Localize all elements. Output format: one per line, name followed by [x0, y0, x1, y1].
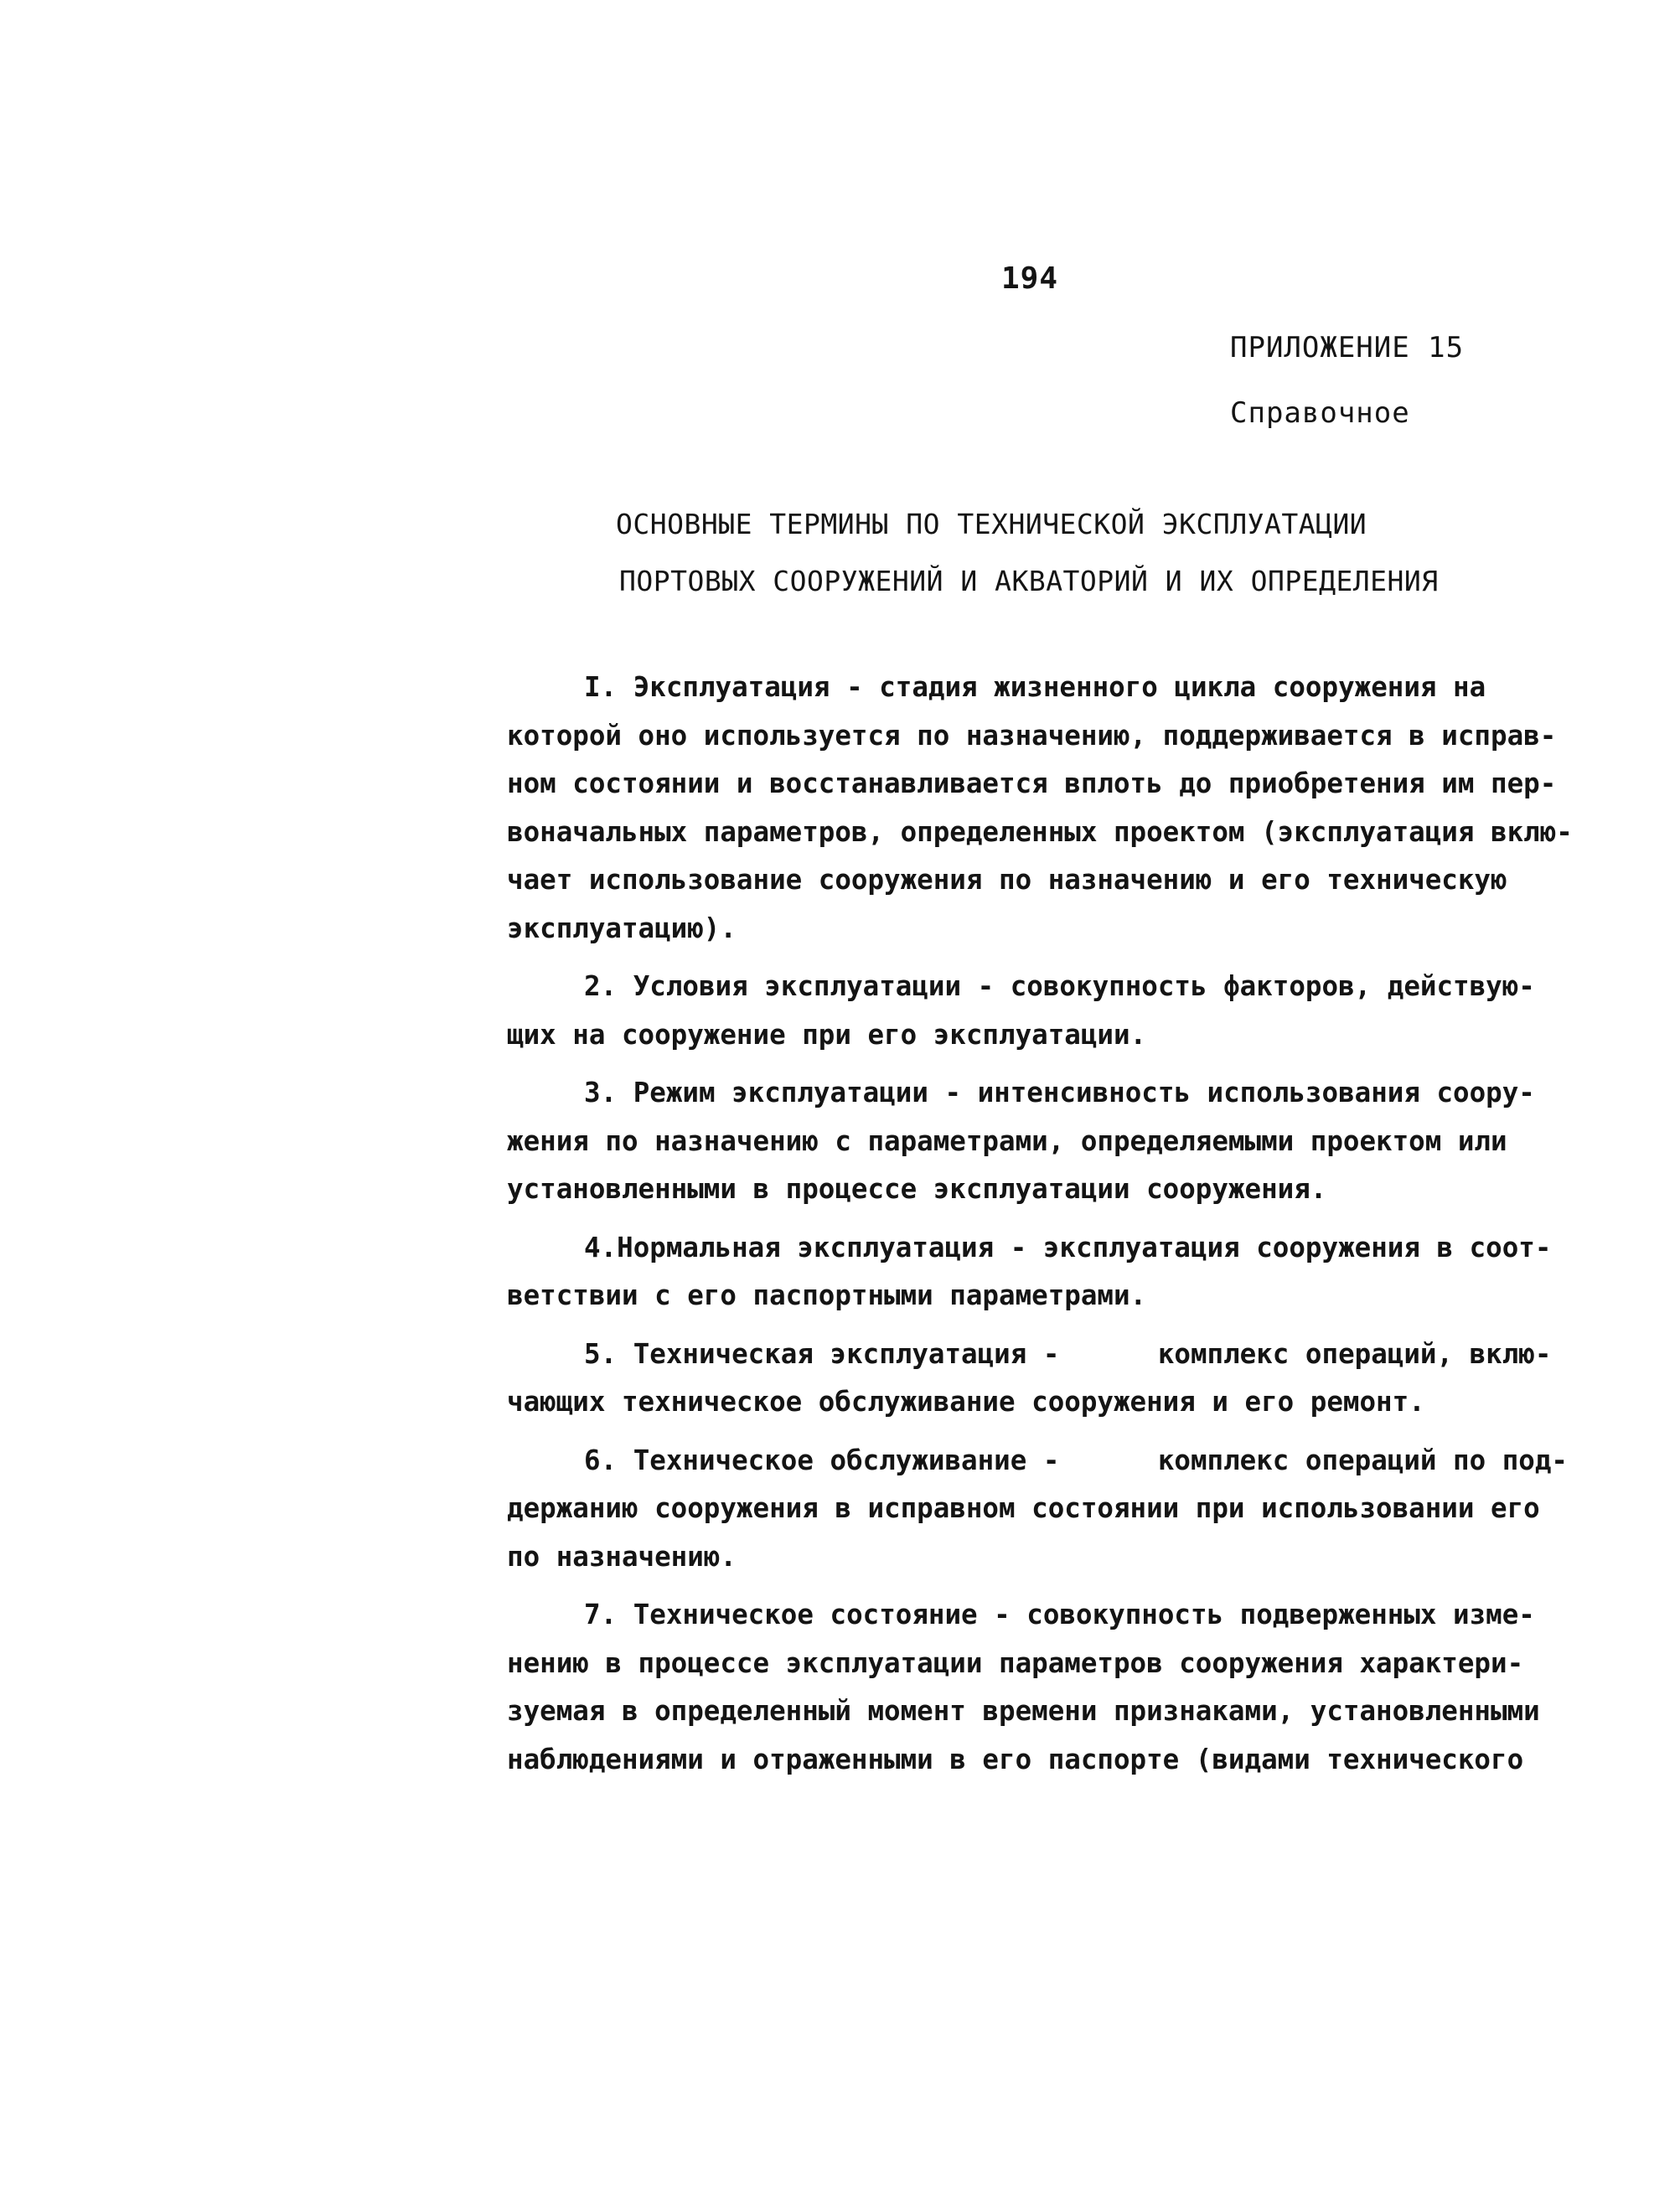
term-line: 7. Техническое состояние - совокупность подверженных изме-	[584, 1599, 1535, 1630]
term-line: чает использование сооружения по назначению и его техническую	[507, 864, 1507, 896]
term-line: 2. Условия эксплуатации - совокупность факторов, действую-	[584, 970, 1535, 1002]
term-line: 6. Техническое обслуживание - комплекс операций по под-	[584, 1444, 1568, 1476]
term-line: наблюдениями и отраженными в его паспорте (видами технического	[507, 1743, 1524, 1775]
term-line: которой оно используется по назначению, поддерживается в исправ-	[507, 719, 1557, 752]
term-item	[507, 1069, 1550, 1214]
term-line: 3. Режим эксплуатации - интенсивность использования соору-	[584, 1077, 1535, 1108]
term-item	[507, 963, 1550, 1059]
term-line: воначальных параметров, определенных проектом (эксплуатация вклю-	[507, 815, 1573, 848]
term-line: жения по назначению с параметрами, определяемыми проектом или	[507, 1124, 1507, 1157]
term-line: ном состоянии и восстанавливается вплоть до приобретения им пер-	[507, 767, 1557, 799]
title-line-1: ОСНОВНЫЕ ТЕРМИНЫ ПО ТЕХНИЧЕСКОЙ ЭКСПЛУАТАЦИИ	[616, 508, 1367, 540]
reference-label: Справочное	[1230, 396, 1410, 430]
page-number: 194	[1001, 261, 1059, 296]
terms-list	[507, 664, 1573, 1784]
term-line: щих на сооружение при его эксплуатации.	[507, 1018, 1147, 1051]
term-line: держанию сооружения в исправном состоянии при использовании его	[507, 1492, 1540, 1524]
term-line: нению в процессе эксплуатации параметров сооружения характери-	[507, 1646, 1524, 1679]
term-line: I. Эксплуатация - стадия жизненного цикла сооружения на	[584, 671, 1486, 703]
term-item	[507, 1224, 1550, 1320]
document-title	[616, 496, 1439, 610]
term-item	[507, 664, 1573, 953]
term-item	[507, 1437, 1568, 1582]
term-line: эксплуатацию).	[507, 912, 737, 944]
appendix-label: ПРИЛОЖЕНИЕ 15	[1230, 331, 1465, 364]
term-item	[507, 1591, 1550, 1784]
term-line: зуемая в определенный момент времени признаками, установленными	[507, 1695, 1540, 1727]
term-line: 5. Техническая эксплуатация - комплекс операций, вклю-	[584, 1337, 1552, 1370]
term-line: чающих техническое обслуживание сооружения и его ремонт.	[507, 1386, 1425, 1418]
term-line: ветствии с его паспортными параметрами.	[507, 1279, 1147, 1311]
term-line: 4.Нормальная эксплуатация - эксплуатация сооружения в соот-	[584, 1231, 1552, 1263]
term-line: установленными в процессе эксплуатации сооружения.	[507, 1173, 1327, 1205]
term-line: по назначению.	[507, 1540, 737, 1573]
term-item	[507, 1331, 1550, 1427]
title-line-2: ПОРТОВЫХ СООРУЖЕНИЙ И АКВАТОРИЙ И ИХ ОПРЕДЕЛЕНИЯ	[619, 565, 1439, 597]
